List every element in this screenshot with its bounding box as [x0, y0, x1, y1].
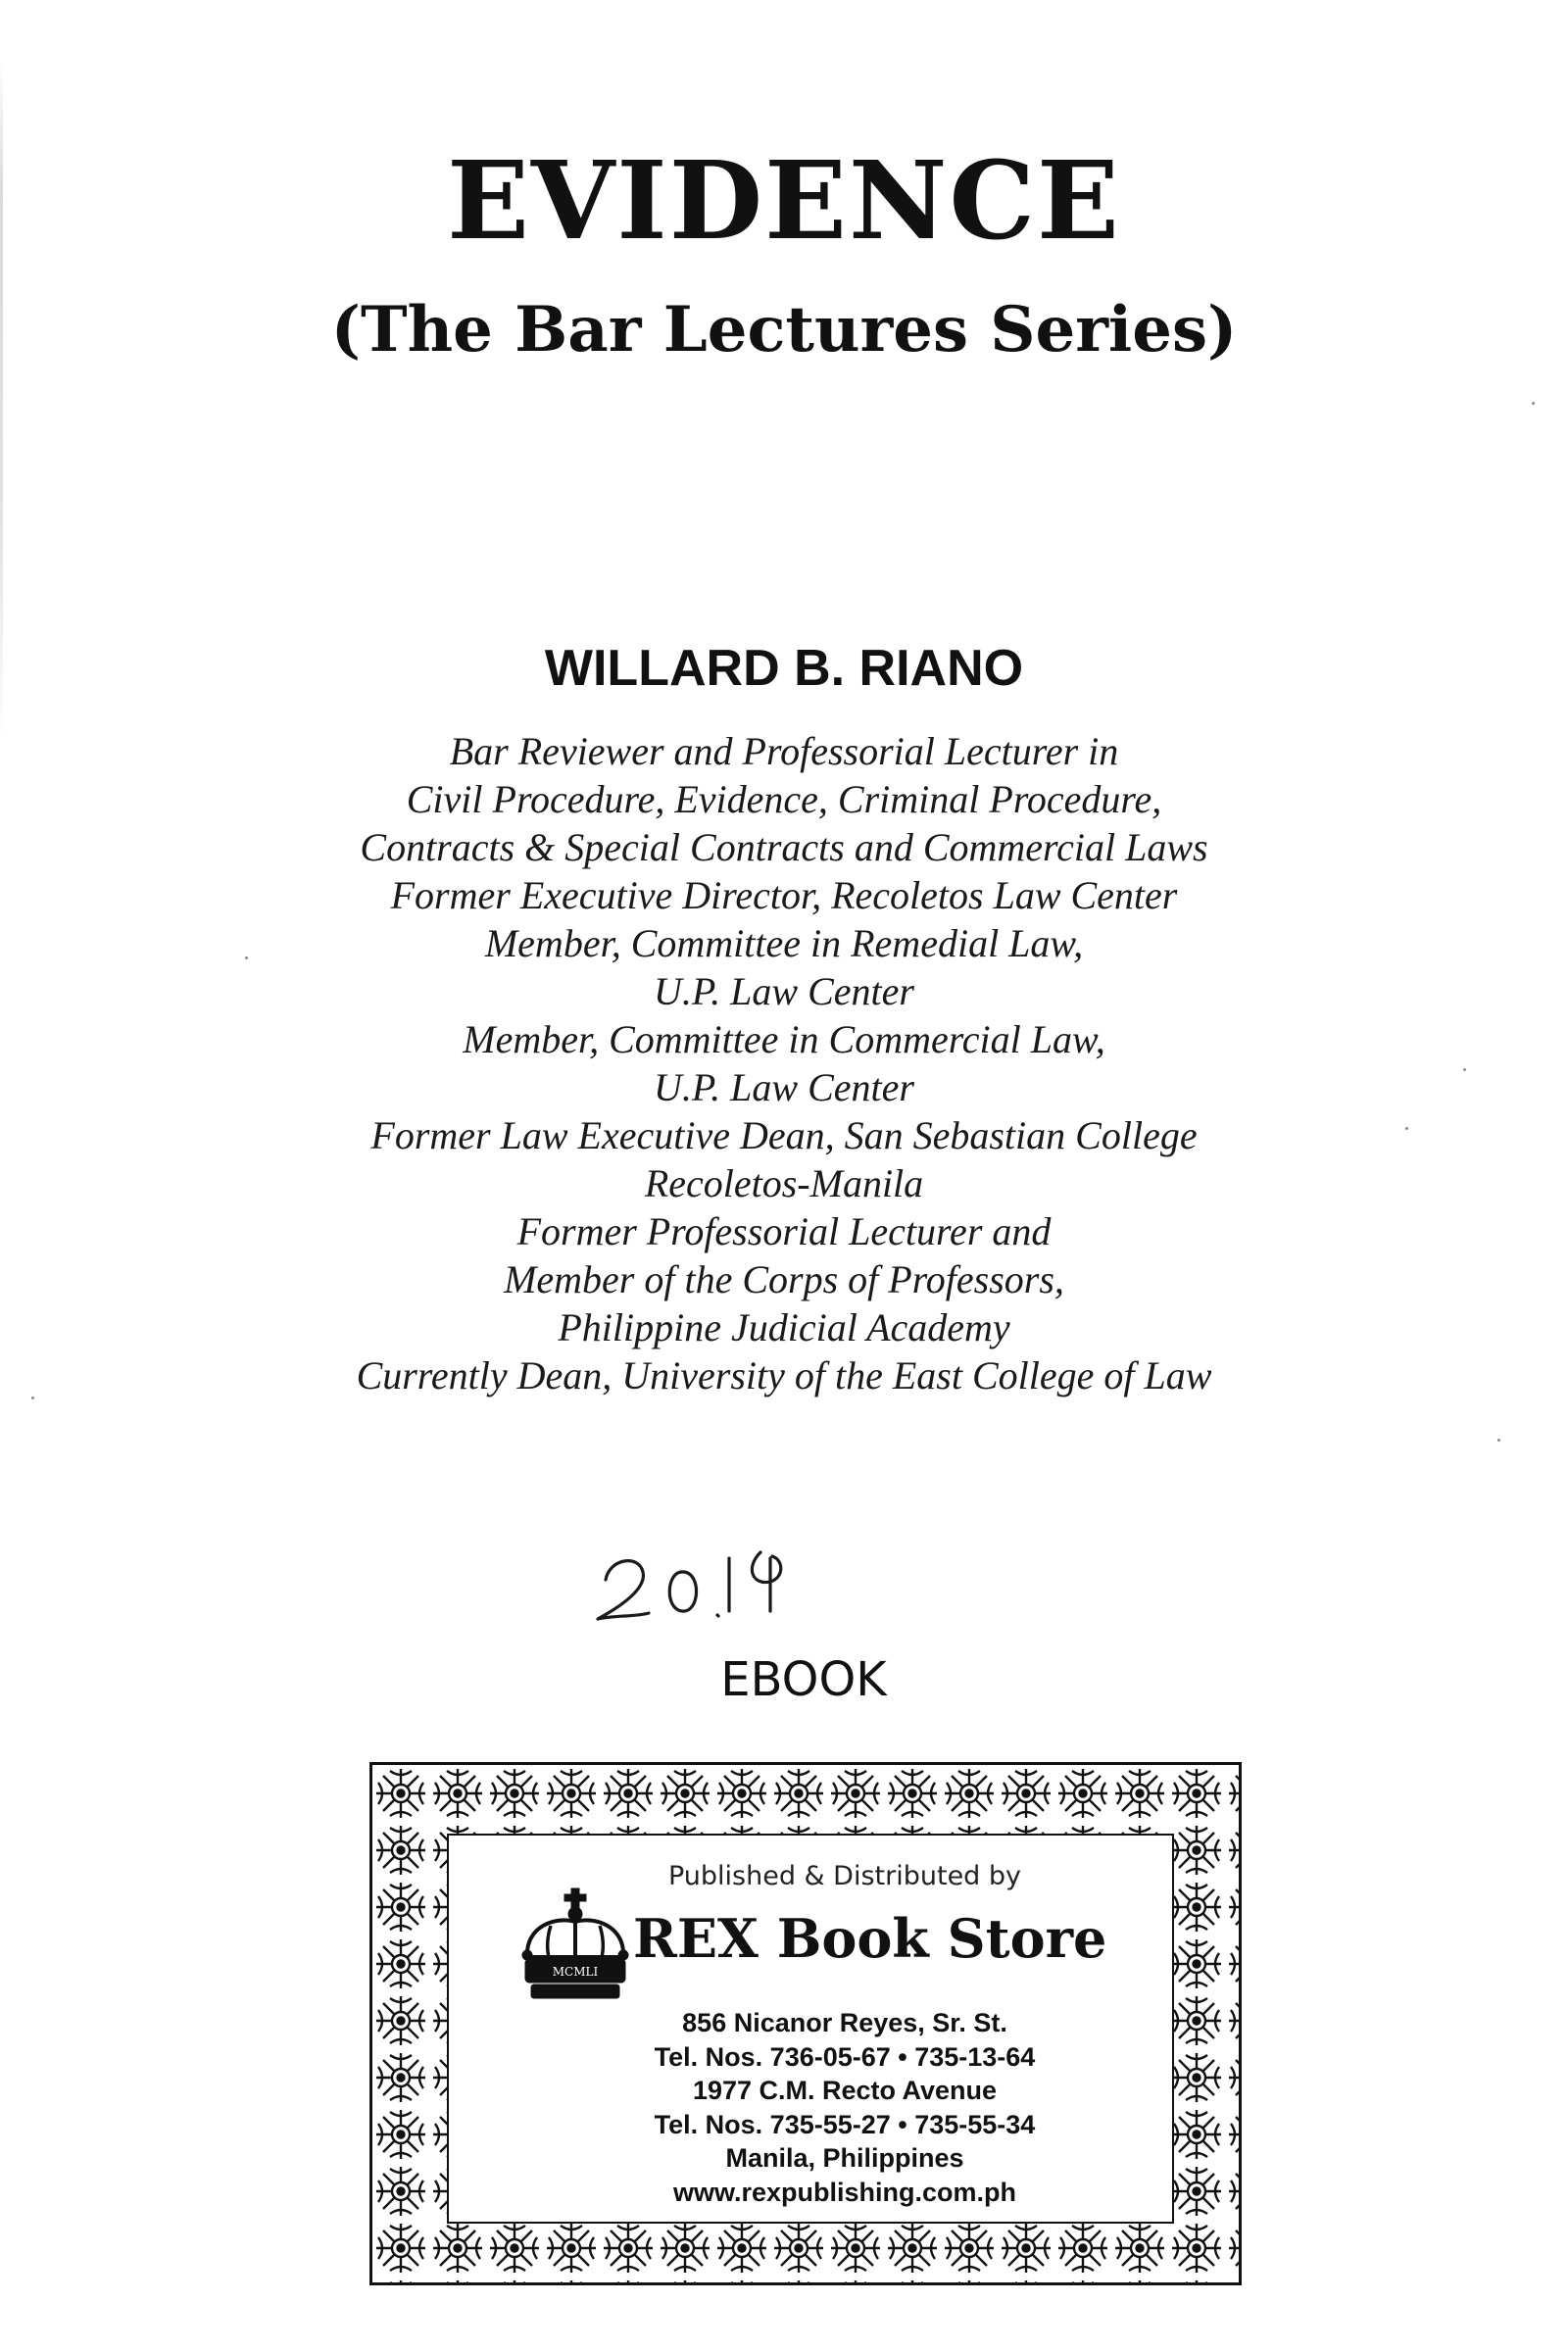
crown-icon: [517, 1886, 633, 2006]
address-line: 1977 C.M. Recto Avenue: [692, 2076, 998, 2105]
scan-speck: [245, 956, 248, 959]
scan-speck: [1463, 1068, 1466, 1071]
scan-speck: [1497, 1439, 1500, 1442]
city-line: Manila, Philippines: [725, 2143, 964, 2173]
credential-line: Recoletos-Manila: [644, 1161, 924, 1205]
phone-line: Tel. Nos. 736-05-67 • 735-13-64: [654, 2041, 1036, 2072]
book-subtitle: (The Bar Lectures Series): [330, 293, 1238, 367]
credential-line: Member, Committee in Commercial Law,: [463, 1017, 1105, 1061]
handwritten-year-drawing: [588, 1529, 823, 1637]
publisher-panel: [447, 1834, 1174, 2224]
author-name: WILLARD B. RIANO: [544, 640, 1024, 697]
crown-logo: [517, 1886, 633, 2006]
edition-label: EBOOK: [720, 1652, 887, 1707]
credential-line: Member, Committee in Remedial Law,: [484, 921, 1084, 965]
credential-line: Member of the Corps of Professors,: [504, 1257, 1064, 1301]
website-line: www.rexpublishing.com.ph: [672, 2177, 1017, 2207]
credential-line: Former Executive Director, Recoletos Law Center: [390, 873, 1178, 917]
credential-line: Currently Dean, University of the East College of Law: [356, 1353, 1212, 1397]
publisher-address: [449, 2006, 1172, 2209]
handwritten-year: [588, 1529, 823, 1637]
author-credentials: [0, 727, 1568, 1399]
credential-line: Bar Reviewer and Professorial Lecturer in: [449, 729, 1119, 773]
publisher-imprint-box: [369, 1762, 1242, 2285]
crown-monogram: MCMLI: [552, 1965, 599, 1979]
credential-line: U.P. Law Center: [654, 1065, 914, 1109]
book-title: EVIDENCE: [447, 137, 1121, 264]
credential-line: Philippine Judicial Academy: [558, 1305, 1010, 1349]
publisher-name: REX Book Store: [633, 1907, 1107, 1970]
phone-line: Tel. Nos. 735-55-27 • 735-55-34: [654, 2109, 1036, 2139]
credential-line: U.P. Law Center: [654, 969, 914, 1013]
scan-speck: [1405, 1127, 1408, 1130]
published-by-label: Published & Distributed by: [667, 1861, 1022, 1891]
credential-line: Contracts & Special Contracts and Commercial Laws: [360, 825, 1208, 869]
scan-speck: [31, 1396, 34, 1399]
credential-line: Former Law Executive Dean, San Sebastian College: [370, 1113, 1198, 1157]
address-line: 856 Nicanor Reyes, Sr. St.: [682, 2008, 1007, 2037]
credential-line: Former Professorial Lecturer and: [516, 1209, 1052, 1253]
credential-line: Civil Procedure, Evidence, Criminal Procedure,: [406, 777, 1162, 821]
scan-speck: [1532, 402, 1535, 405]
